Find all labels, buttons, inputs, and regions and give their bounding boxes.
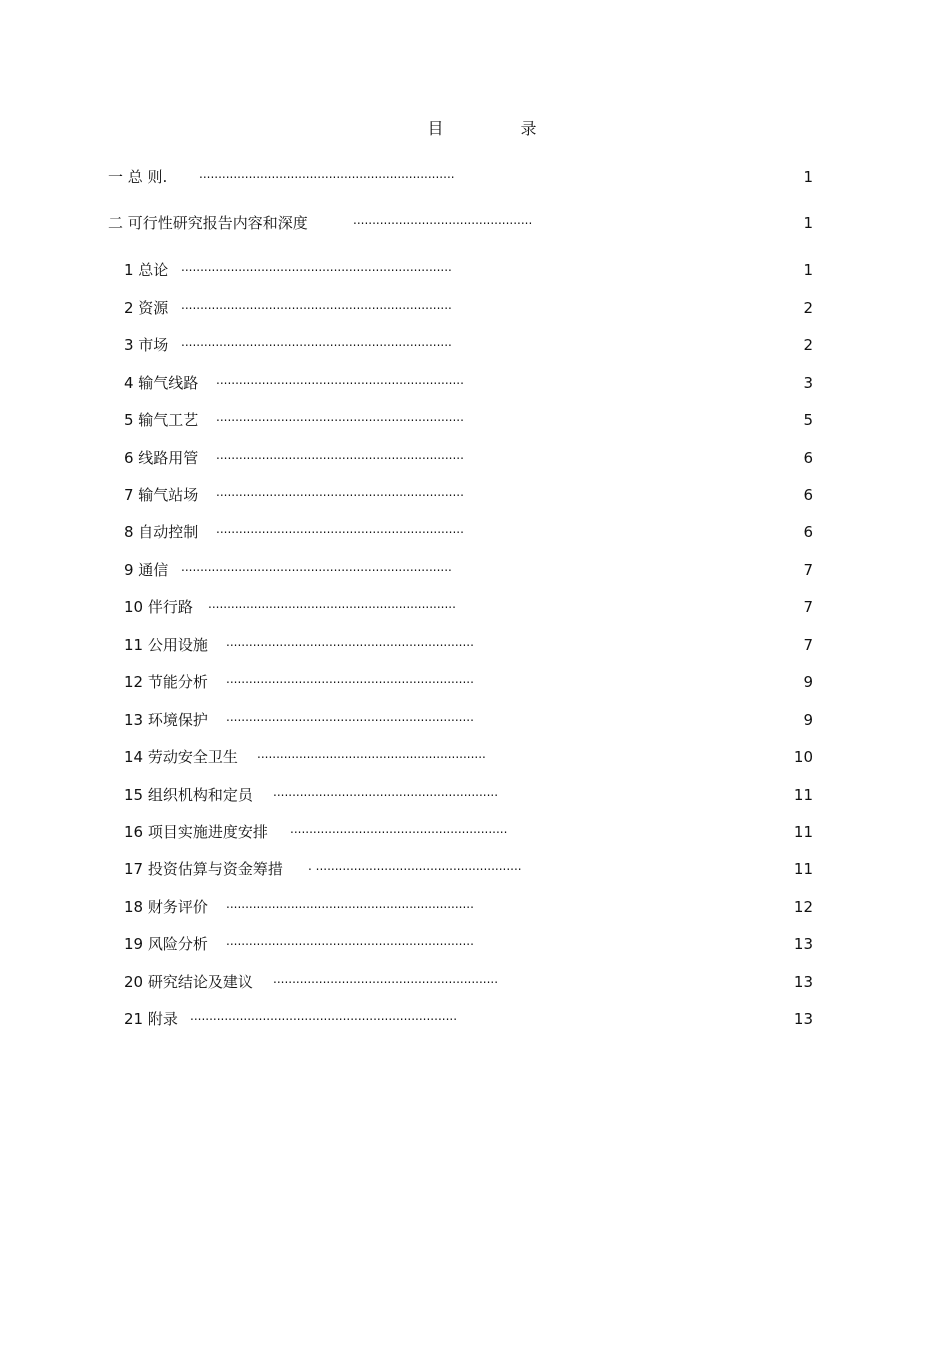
toc-entry-page: 1: [803, 214, 813, 232]
toc-entry[interactable]: [0, 933, 950, 955]
toc-entry-page: 9: [803, 711, 813, 729]
toc-entry-label: 20 研究结论及建议: [124, 973, 253, 991]
toc-entry-label: 12 节能分析: [124, 673, 208, 691]
toc-entry[interactable]: [0, 484, 950, 506]
toc-entry[interactable]: [0, 634, 950, 656]
toc-entry-page: 3: [803, 374, 813, 392]
toc-entry[interactable]: [0, 259, 950, 281]
toc-leader-dots: .................................................................: [226, 672, 474, 686]
toc-leader-dots: .................................................................: [226, 710, 474, 724]
toc-entry-page: 5: [803, 411, 813, 429]
toc-entry-page: 11: [793, 786, 813, 804]
toc-entry-label: 一 总 则.: [108, 168, 168, 186]
toc-entry-page: 2: [803, 299, 813, 317]
toc-leader-dots: .......................................................................: [181, 260, 452, 274]
toc-entry-label: 2 资源: [124, 299, 169, 317]
toc-entry-label: 19 风险分析: [124, 935, 208, 953]
toc-entry[interactable]: [0, 334, 950, 356]
toc-entry[interactable]: [0, 521, 950, 543]
toc-leader-dots: .......................................................................: [181, 560, 452, 574]
toc-entry-page: 12: [793, 898, 813, 916]
toc-entry-label: 二 可行性研究报告内容和深度: [108, 214, 308, 232]
toc-leader-dots: ...........................................................: [273, 785, 499, 799]
toc-entry-label: 4 输气线路: [124, 374, 199, 392]
toc-leader-dots: .................................................................: [216, 410, 464, 424]
toc-title: 目 录: [427, 119, 573, 138]
toc-leader-dots: .........................................................: [290, 822, 508, 836]
toc-entry-page: 9: [803, 673, 813, 691]
toc-leader-dots: .................................................................: [226, 934, 474, 948]
toc-leader-dots: .......................................................................: [181, 298, 452, 312]
toc-entry-label: 11 公用设施: [124, 636, 208, 654]
toc-entry-label: 8 自动控制: [124, 523, 199, 541]
toc-entry-label: 13 环境保护: [124, 711, 208, 729]
toc-leader-dots: .................................................................: [216, 485, 464, 499]
toc-leader-dots: .................................................................: [216, 522, 464, 536]
toc-entry-page: 13: [793, 1010, 813, 1028]
toc-entry-label: 7 输气站场: [124, 486, 199, 504]
toc-entry-label: 17 投资估算与资金筹措: [124, 860, 283, 878]
toc-entry[interactable]: [0, 447, 950, 469]
toc-entry[interactable]: [0, 559, 950, 581]
toc-entry-page: 7: [803, 561, 813, 579]
toc-entry-label: 18 财务评价: [124, 898, 208, 916]
toc-entry-label: 21 附录: [124, 1010, 178, 1028]
toc-entry-page: 7: [803, 598, 813, 616]
toc-entry-page: 6: [803, 486, 813, 504]
toc-entry-page: 10: [793, 748, 813, 766]
toc-leader-dots: ...........................................................: [273, 972, 499, 986]
toc-entry[interactable]: [0, 166, 950, 188]
toc-leader-dots: .......................................................................: [181, 335, 452, 349]
toc-entry[interactable]: [0, 821, 950, 843]
toc-entry[interactable]: [0, 596, 950, 618]
toc-entry-label: 9 通信: [124, 561, 169, 579]
toc-entry-label: 16 项目实施进度安排: [124, 823, 268, 841]
toc-entry[interactable]: [0, 372, 950, 394]
toc-leader-dots: ...................................................................: [199, 167, 455, 181]
toc-entry[interactable]: [0, 784, 950, 806]
toc-entry-label: 1 总论: [124, 261, 169, 279]
toc-entry[interactable]: [0, 212, 950, 234]
toc-leader-dots: ......................................................................: [190, 1009, 458, 1023]
toc-entry-page: 1: [803, 261, 813, 279]
toc-entry-label: 3 市场: [124, 336, 169, 354]
toc-entry[interactable]: [0, 671, 950, 693]
toc-entry-page: 6: [803, 449, 813, 467]
toc-entry-label: 6 线路用管: [124, 449, 199, 467]
toc-entry-label: 15 组织机构和定员: [124, 786, 253, 804]
toc-entry-label: 14 劳动安全卫生: [124, 748, 238, 766]
toc-entry[interactable]: [0, 896, 950, 918]
toc-leader-dots: .................................................................: [226, 635, 474, 649]
toc-entry-page: 11: [793, 860, 813, 878]
toc-entry-label: 10 伴行路: [124, 598, 193, 616]
toc-leader-dots: .................................................................: [208, 597, 456, 611]
toc-leader-dots: . ......................................................: [308, 859, 522, 873]
toc-entry-page: 7: [803, 636, 813, 654]
toc-entry-page: 13: [793, 935, 813, 953]
toc-leader-dots: ............................................................: [257, 747, 486, 761]
toc-entry[interactable]: [0, 409, 950, 431]
toc-entry-page: 1: [803, 168, 813, 186]
toc-entry-page: 6: [803, 523, 813, 541]
toc-entry-label: 5 输气工艺: [124, 411, 199, 429]
toc-entry[interactable]: [0, 1008, 950, 1030]
toc-entry[interactable]: [0, 746, 950, 768]
toc-entry-page: 13: [793, 973, 813, 991]
toc-leader-dots: ...............................................: [353, 213, 533, 227]
toc-entry-page: 2: [803, 336, 813, 354]
toc-leader-dots: .................................................................: [216, 448, 464, 462]
toc-entry[interactable]: [0, 971, 950, 993]
toc-leader-dots: .................................................................: [216, 373, 464, 387]
toc-entry-page: 11: [793, 823, 813, 841]
toc-leader-dots: .................................................................: [226, 897, 474, 911]
toc-entry[interactable]: [0, 709, 950, 731]
toc-entry[interactable]: [0, 858, 950, 880]
toc-entry[interactable]: [0, 297, 950, 319]
